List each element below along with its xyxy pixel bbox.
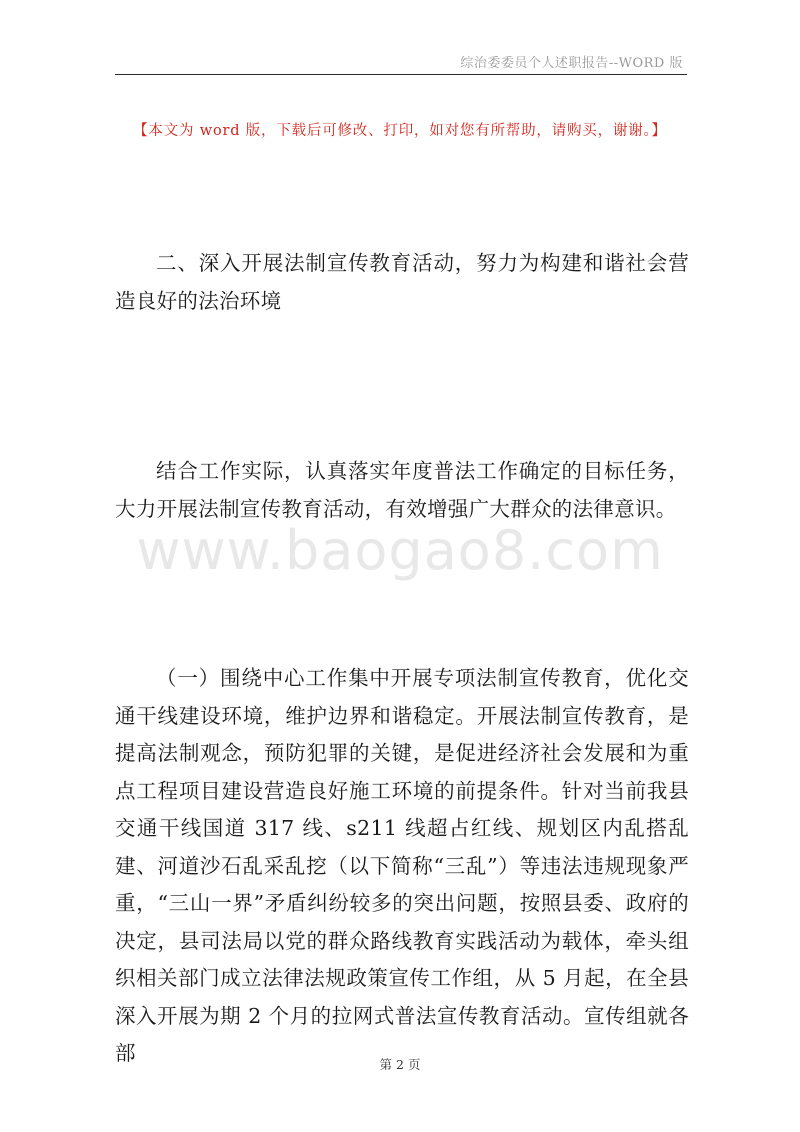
body-paragraph: （一）围绕中心工作集中开展专项法制宣传教育，优化交通干线建设环境，维护边界和谐稳定。开展法制宣传教育，是提高法制观念，预防犯罪的关键，是促进经济社会发展和为重点工程项目建设营造良好施工环境的前提条件。针对当前我县交通干线国道 317 线、s211 线超占红线、规划区内乱搭乱建、河道沙石乱采乱挖（以下简称“三乱”）等违法违规现象严重，“三山一界”矛盾纠纷较多的突出问题，按照县委、政府的决定，县司法局以党的群众路线教育实践活动为载体，牵头组织相关部门成立法律法规政策宣传工作组，从 5 月起，在全县深入开展为期 2 个月的拉网式普法宣传教育活动。宣传组就各部: [115, 666, 689, 1065]
watermark: www.baogao8.com: [136, 519, 664, 582]
document-header-title: 综治委委员个人述职报告--WORD 版: [460, 56, 683, 71]
download-notice: 【本文为 word 版，下载后可修改、打印，如对您有所帮助，请购买，谢谢。】: [133, 123, 667, 139]
section-heading-paragraph: 二、深入开展法制宣传教育活动，努力为构建和谐社会营造良好的法治环境: [115, 251, 689, 313]
page-number: 第 2 页: [379, 1057, 421, 1072]
body-paragraph: 结合工作实际，认真落实年度普法工作确定的目标任务，大力开展法制宣传教育活动，有效增强广大群众的法律意识。: [115, 459, 689, 521]
header-divider: [115, 74, 687, 75]
